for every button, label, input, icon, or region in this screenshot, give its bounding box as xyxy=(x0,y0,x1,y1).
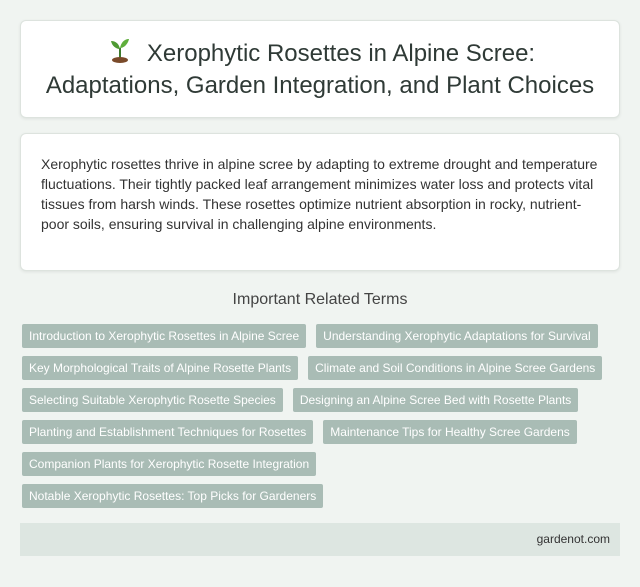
title-card xyxy=(20,20,620,118)
summary-card xyxy=(20,133,620,271)
related-term-link[interactable]: Designing an Alpine Scree Bed with Rosette Plants xyxy=(293,388,579,412)
footer xyxy=(20,523,620,556)
related-term-link[interactable]: Key Morphological Traits of Alpine Rosette Plants xyxy=(22,356,298,380)
related-term-link[interactable]: Introduction to Xerophytic Rosettes in Alpine Scree xyxy=(22,324,306,348)
page-title xyxy=(40,37,600,102)
related-term-link[interactable]: Maintenance Tips for Healthy Scree Gardens xyxy=(323,420,576,444)
seedling-icon xyxy=(105,37,135,63)
related-terms-list xyxy=(20,324,620,508)
related-term-link[interactable]: Planting and Establishment Techniques for Rosettes xyxy=(22,420,313,444)
related-terms-heading: Important Related Terms xyxy=(232,291,408,308)
related-term-link[interactable]: Climate and Soil Conditions in Alpine Scree Gardens xyxy=(308,356,602,380)
related-term-link[interactable]: Understanding Xerophytic Adaptations for Survival xyxy=(316,324,598,348)
related-term-link[interactable]: Selecting Suitable Xerophytic Rosette Species xyxy=(22,388,283,412)
related-term-link[interactable]: Notable Xerophytic Rosettes: Top Picks for Gardeners xyxy=(22,484,323,508)
footer-site-name: gardenot.com xyxy=(536,532,610,546)
summary-text: Xerophytic rosettes thrive in alpine scree by adapting to extreme drought and temperature fluctuations. Their tightly packed leaf arrangement minimizes water loss and protects vital tissues from harsh winds. These rosettes optimize nutrient absorption in rocky, nutrient-poor soils, ensuring survival in challenging alpine environments. xyxy=(41,156,598,232)
related-term-link[interactable]: Companion Plants for Xerophytic Rosette Integration xyxy=(22,452,316,476)
page-title-text: Xerophytic Rosettes in Alpine Scree: Adaptations, Garden Integration, and Plant Choices xyxy=(45,39,595,99)
